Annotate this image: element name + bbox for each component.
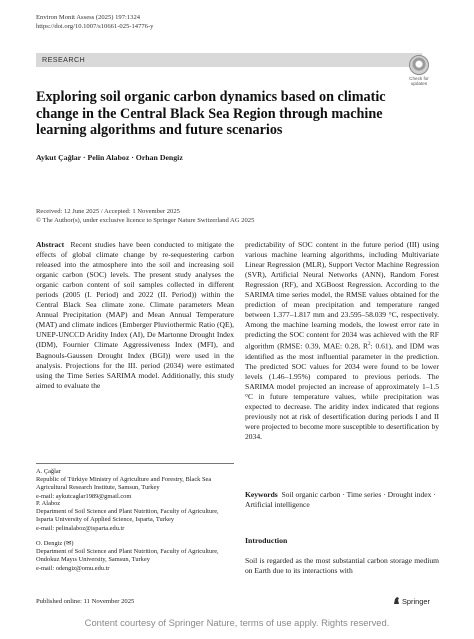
keywords-label: Keywords (245, 490, 278, 499)
received-accepted-dates: Received: 12 June 2025 / Accepted: 1 November 2025 (36, 208, 180, 215)
publisher-name: Springer (402, 597, 430, 606)
check-for-updates-badge[interactable] (404, 55, 434, 86)
abstract-right-column (245, 240, 439, 442)
abstract-text-right-a: predictability of SOC content in the future period (III) using various machine learning algorithms, including Multivariate Linear Regression (MLR), Support Vector Machine Regression (SVR), Artificial Neural Networks (ANN), Random Forest Regression (RF), and XGBoost Regression. According to the SARIMA time series model, the RMSE values obtained for the prediction of mean precipitation and temperature ranged between 1.377–1.817 mm and 23.595–58.039 °C, respectively. Among the machine learning models, the lowest error rate in predicting the SOC content for 2034 was achieved with the RF algorithm (RMSE: 0.39, MAE: 0.28, R (245, 240, 439, 351)
affiliation-divider (36, 463, 234, 464)
section-label: RESEARCH (42, 55, 86, 64)
keywords-text: Soil organic carbon · Time series · Drought index · Artificial intelligence (245, 490, 436, 510)
article-title: Exploring soil organic carbon dynamics based on climatic change in the Central Black Sea Region through machine learning algorithms and future scenarios (36, 89, 386, 139)
affiliation-2 (36, 500, 234, 533)
publisher-logo[interactable] (393, 596, 430, 607)
abstract-left-column (36, 240, 234, 391)
introduction-heading: Introduction (245, 536, 288, 545)
abstract-text-left: Recent studies have been conducted to mitigate the effects of global climate change by re-sequestering carbon released into the atmosphere into the soil and increasing soil organic carbon (SOC) levels. The present study analyses the organic carbon content of soil samples collected in different periods (2005 (I. Period) and 2022 (II. Period)) within the Central Black Sea climate zone. Climate parameters Mean Annual Precipitation (MAP) and Mean Annual Temperature (MAT) and climate indices (Emberger Pluviothermic Ratio (QE), UNEP-UNCCD Aridity Index (AI), De Martonne Drought Index (IDM), Fournier Climate Aggressiveness Index (MFI), and Bagnouls-Gaussen Drought Index (BGI)) were used in the analysis. Projections for the III. period (2034) were estimated using the Time Series SARIMA model. Additionally, this study aimed to evaluate the (36, 240, 234, 390)
affiliation-email[interactable]: e-mail: pelinalaboz@isparta.edu.tr (36, 524, 125, 532)
abstract-text-right-b: : 0.61), and IDM was identified as the most influential parameter in the prediction. The predicted SOC values for 2034 were found to be lower levels (1.46–1.95%) compared to previous periods. The SARIMA model projected an increase of approximately 1–1.5 °C in future temperature values, while precipitation was expected to decrease. The aridity index indicated that regions previously not at risk of desertification during periods I and II were projected to become more susceptible to desertification by 2034. (245, 341, 440, 442)
journal-citation: Environ Monit Assess (2025) 197:1324 (36, 14, 141, 21)
badge-line-2: updates (410, 81, 428, 86)
affiliation-email[interactable]: e-mail: odengiz@omu.edu.tr (36, 564, 110, 572)
affiliation-author: O. Dengiz (✉) (36, 540, 74, 547)
badge-line-1: Check for (409, 76, 429, 81)
introduction-text: Soil is regarded as the most substantial carbon storage medium on Earth due to its interactions with (245, 556, 439, 576)
affiliation-address: Department of Soil Science and Plant Nutrition, Faculty of Agriculture, Ondokuz Mayıs University, Samsun, Turkey (36, 548, 219, 564)
keywords-block (245, 490, 439, 510)
affiliation-email[interactable]: e-mail: aykutcaglar1989@gmail.com (36, 492, 132, 500)
check-for-updates-icon (409, 55, 429, 75)
author-list: Aykut Çağlar · Pelin Alaboz · Orhan Dengiz (36, 153, 183, 162)
affiliation-address: Department of Soil Science and Plant Nutrition, Faculty of Agriculture, Isparta University of Applied Science, Isparta, Turkey (36, 508, 219, 524)
journal-header (36, 14, 153, 31)
affiliation-author: P. Alaboz (36, 500, 61, 507)
abstract-paragraph-continued (245, 240, 439, 442)
affiliation-address: Republic of Türkiye Ministry of Agriculture and Forestry, Black Sea Agricultural Research Institute, Samsun, Turkey (36, 476, 212, 492)
section-label-bar (36, 53, 422, 67)
published-online-date: Published online: 11 November 2025 (36, 598, 135, 605)
affiliation-1 (36, 468, 234, 501)
article-dates (36, 208, 416, 225)
abstract-label: Abstract (36, 240, 65, 249)
affiliation-author: A. Çağlar (36, 468, 61, 475)
abstract-paragraph (36, 240, 234, 391)
affiliation-3 (36, 540, 234, 573)
copyright-line: © The Author(s), under exclusive licence to Springer Nature Switzerland AG 2025 (36, 216, 255, 224)
r-squared-superscript: 2 (367, 342, 371, 348)
doi-link[interactable]: https://doi.org/10.1007/s10661-025-14776-y (36, 22, 154, 30)
courtesy-notice: Content courtesy of Springer Nature, terms of use apply. Rights reserved. (84, 617, 390, 628)
springer-horse-icon (393, 596, 400, 607)
